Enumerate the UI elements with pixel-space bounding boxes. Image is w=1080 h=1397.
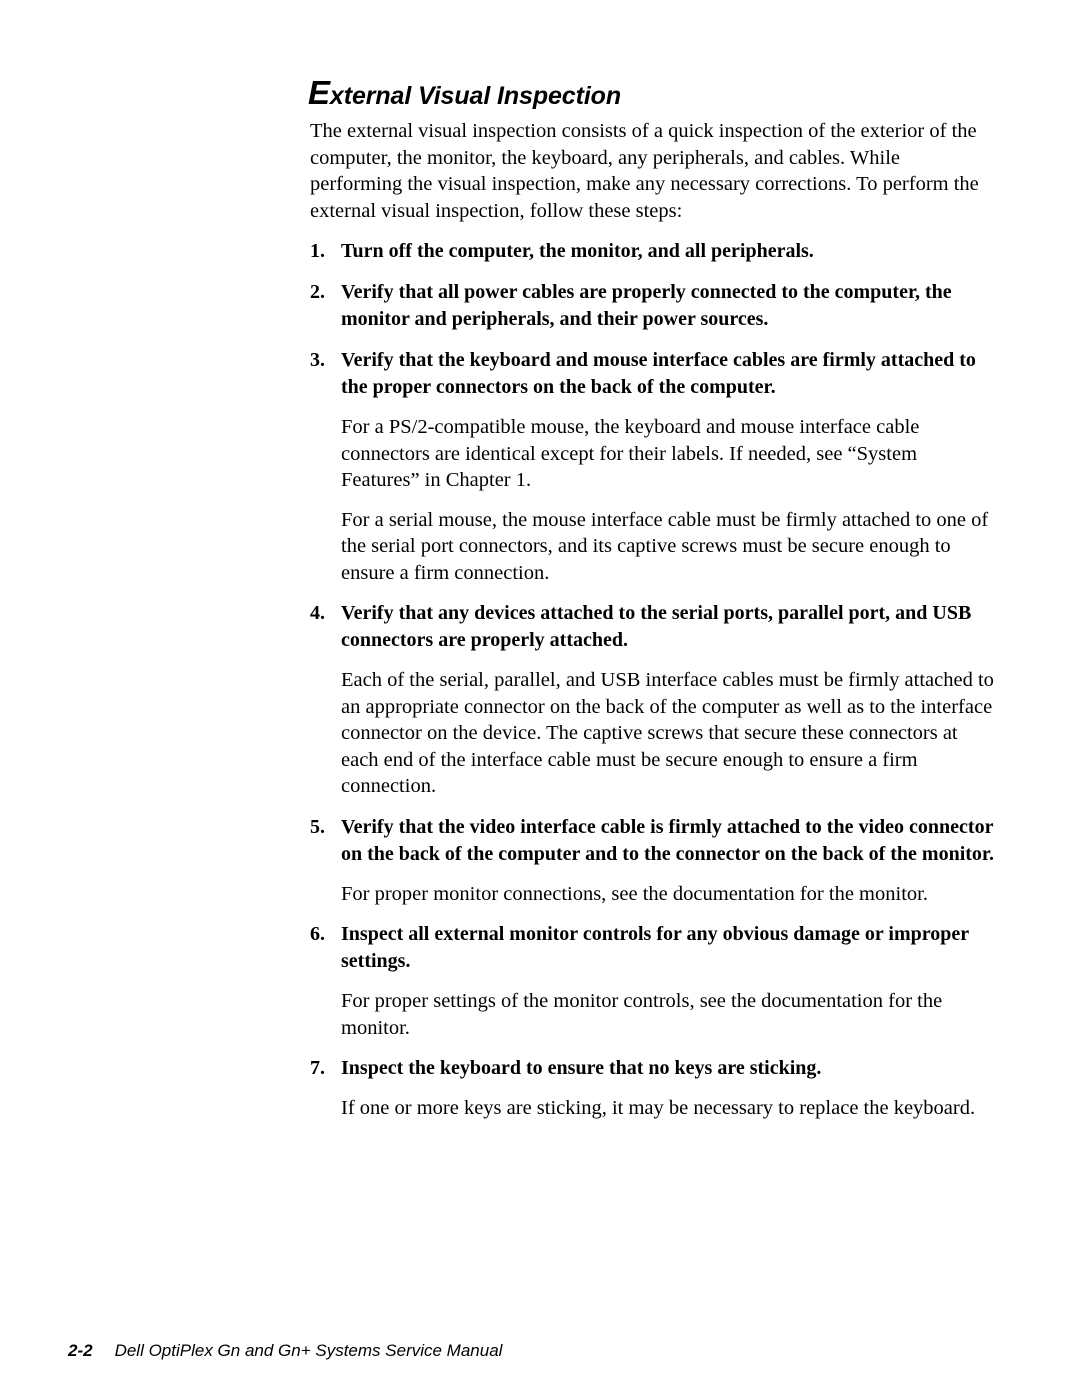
step-text: Verify that the video interface cable is firmly attached to the video connector on the back of the computer and to the connector on the back of the monitor.: [341, 815, 994, 865]
step-item: [310, 921, 996, 975]
step-number: 4.: [310, 602, 325, 624]
document-body: [310, 118, 996, 1122]
step-text: Inspect all external monitor controls for any obvious damage or improper settings.: [341, 923, 969, 972]
page-title-text: xternal Visual Inspection: [329, 81, 622, 110]
intro-paragraph: The external visual inspection consists of a quick inspection of the exterior of the computer, the monitor, the keyboard, any peripherals, and cables. While performing the visual inspection, make any necessary corrections. To perform the external visual inspection, follow these steps:: [310, 120, 979, 222]
step-item: [310, 347, 996, 401]
step-number: 2.: [310, 281, 325, 303]
step-body-paragraph: For a serial mouse, the mouse interface cable must be firmly attached to one of the serial port connectors, and its captive screws must be secure enough to ensure a firm connection.: [341, 508, 989, 584]
step-text: Turn off the computer, the monitor, and all peripherals.: [341, 240, 814, 262]
step-body-paragraph: Each of the serial, parallel, and USB interface cables must be firmly attached to an appropriate connector on the back of the computer as well as to the interface connector on the device. The captive screws that secure these connectors at each end of the interface cable must be secure enough to ensure a firm connection.: [341, 669, 994, 797]
step-item: [310, 814, 996, 868]
step-number: 1.: [310, 240, 325, 262]
step-text: Verify that the keyboard and mouse interface cables are firmly attached to the proper connectors on the back of the computer.: [341, 349, 976, 398]
step-body-paragraph: For proper settings of the monitor controls, see the documentation for the monitor.: [341, 990, 943, 1039]
step-body-paragraph: For a PS/2-compatible mouse, the keyboard and mouse interface cable connectors are identical except for their labels. If needed, see “System Features” in Chapter 1.: [341, 416, 920, 491]
step-body-paragraph: If one or more keys are sticking, it may be necessary to replace the keyboard.: [341, 1097, 976, 1119]
step-number: 5.: [310, 815, 325, 838]
step-item: [310, 1055, 996, 1082]
footer-manual-title: Dell OptiPlex Gn and Gn+ Systems Service Manual: [114, 1341, 503, 1360]
page-title: [308, 73, 1008, 112]
step-item: [310, 600, 996, 654]
step-text: Verify that all power cables are properly connected to the computer, the monitor and peripherals, and their power sources.: [341, 281, 952, 330]
step-item: [310, 279, 996, 333]
page-footer: [68, 1340, 502, 1362]
step-item: [310, 238, 996, 265]
step-body-paragraph: For proper monitor connections, see the documentation for the monitor.: [341, 882, 928, 905]
step-number: 6.: [310, 923, 325, 945]
step-text: Inspect the keyboard to ensure that no keys are sticking.: [341, 1057, 822, 1079]
step-number: 3.: [310, 349, 325, 371]
step-number: 7.: [310, 1057, 325, 1079]
step-text: Verify that any devices attached to the serial ports, parallel port, and USB connectors are properly attached.: [341, 602, 972, 651]
footer-page-number: 2-2: [68, 1341, 93, 1360]
page-title-drop-cap: E: [308, 73, 330, 111]
